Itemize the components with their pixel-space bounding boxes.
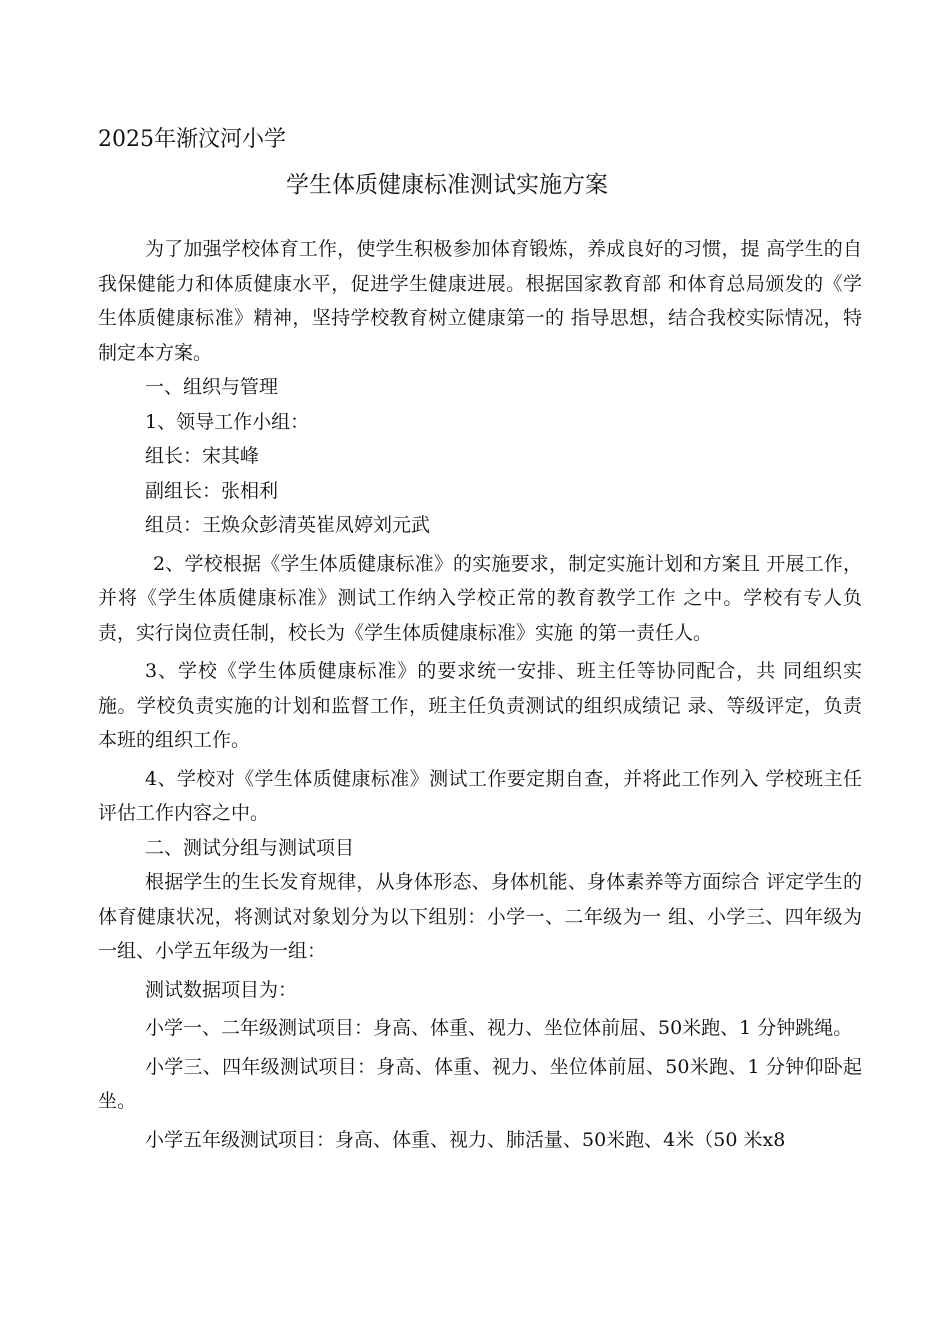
deputy-group-leader: 副组长：张相利 — [145, 479, 279, 502]
school-year-heading: 2025年渐汶河小学 — [98, 127, 286, 152]
document-body — [98, 232, 862, 1157]
group-leader: 组长：宋其峰 — [145, 445, 260, 467]
test-items-grade-1-2: 小学一、二年级测试项目：身高、体重、视力、坐位体前屈、50米跑、1 分钟跳绳。 — [145, 1017, 853, 1039]
test-items-label: 测试数据项目为： — [145, 978, 298, 1001]
test-items-grade-3-4: 小学三、四年级测试项目：身高、体重、视力、坐位体前屈、50米跑、1 分钟仰卧起坐。 — [98, 1055, 862, 1112]
paragraph-intro: 为了加强学校体育工作，使学生积极参加体育锻炼，养成良好的习惯，提 高学生的自我保健能力和体质健康水平，促进学生健康进展。根据国家教育部 和体育总局颁发的《学生体质健康标准》精神，坚持学校教育树立健康第一的 指导思想，结合我校实际情况，特制定本方案。 — [98, 238, 862, 364]
paragraph-item-3: 3、学校《学生体质健康标准》的要求统一安排、班主任等协同配合，共 同组织实施。学校负责实施的计划和监督工作，班主任负责测试的组织成绩记 录、等级评定，负责本班的组织工作。 — [98, 660, 862, 751]
paragraph-item-2: 2、学校根据《学生体质健康标准》的实施要求，制定实施计划和方案且 开展工作，并将《学生体质健康标准》测试工作纳入学校正常的教育教学工作 之中。学校有专人负责，实行岗位责任制，校长为《学生体质健康标准》实施 的第一责任人。 — [98, 552, 862, 644]
paragraph-grouping: 根据学生的生长发育规律，从身体形态、身体机能、身体素养等方面综合 评定学生的体育健康状况，将测试对象划分为以下组别：小学一、二年级为一 组、小学三、四年级为一组、小学五年级为一组： — [98, 871, 862, 962]
test-items-grade-5: 小学五年级测试项目：身高、体重、视力、肺活量、50米跑、4米（50 米x8 — [145, 1128, 786, 1151]
subsection-leadership-group: 1、领导工作小组： — [145, 410, 310, 433]
document-title: 学生体质健康标准测试实施方案 — [286, 172, 608, 198]
section-heading-test-groups: 二、测试分组与测试项目 — [145, 836, 355, 859]
group-members: 组员：王焕众彭清英崔凤婷刘元武 — [145, 514, 431, 536]
paragraph-item-4: 4、学校对《学生体质健康标准》测试工作要定期自查，并将此工作列入 学校班主任评估工作内容之中。 — [98, 767, 862, 824]
section-heading-organization: 一、组织与管理 — [145, 376, 279, 398]
